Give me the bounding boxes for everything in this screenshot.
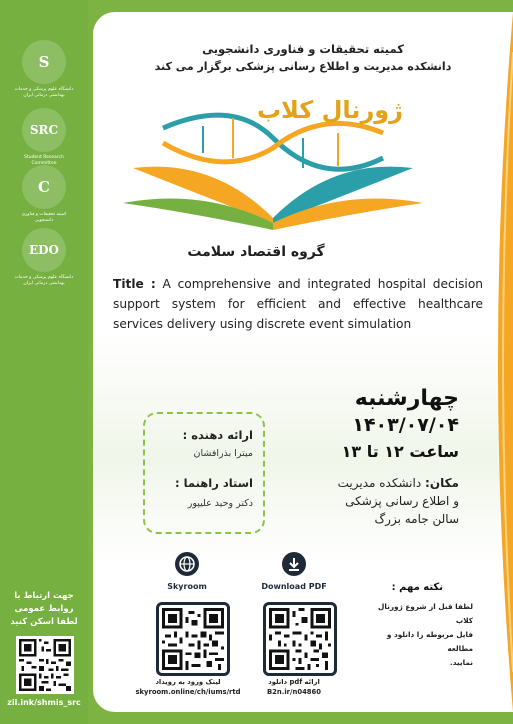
- contact-qr-code[interactable]: [16, 636, 74, 694]
- src-logo: [14, 108, 74, 167]
- orange-border-decoration: [483, 12, 513, 712]
- skyroom-caption: [133, 677, 243, 697]
- journal-club-title: ژورنال کلاب: [256, 96, 403, 124]
- caption-line: دانلود pdf ارائه: [268, 678, 320, 686]
- logo-caption: دانشگاه علوم پزشکی و خدمات بهداشتی درمانی ایران: [14, 87, 74, 98]
- download-link[interactable]: B2n.ir/n04860: [267, 688, 321, 696]
- supervisor-label: استاد راهنما :: [174, 476, 253, 490]
- place-line: دانشکده مدیریت: [337, 476, 422, 490]
- download-label[interactable]: Download PDF: [261, 582, 327, 591]
- skyroom-label: Skyroom: [167, 582, 207, 591]
- title-label: Title :: [113, 277, 156, 291]
- title-body: A comprehensive and integrated hospital decision support system for efficient and effective healthcare services delivery using discrete event simulation: [113, 277, 483, 331]
- note-line: فایل مربوطه را دانلود و مطالعه: [386, 630, 473, 653]
- presentation-title: [113, 274, 483, 334]
- event-date: ۱۴۰۳/۰۷/۰۴: [352, 414, 459, 436]
- place-line: و اطلاع رسانی پزشکی: [345, 494, 459, 508]
- health-leaf-icon: S: [22, 40, 66, 84]
- presenter-box: [143, 412, 265, 534]
- poster-card: [93, 12, 513, 712]
- globe-icon: [175, 552, 199, 576]
- logo-caption: کمیته تحقیقات و فناوری دانشجویی: [21, 212, 67, 223]
- caption-line: لینک ورود به رویداد: [155, 678, 221, 686]
- logo-caption: دانشگاه علوم پزشکی و خدمات بهداشتی درمانی ایران: [14, 275, 74, 286]
- health-leaf-logo: [14, 40, 74, 99]
- sidebar: [0, 0, 88, 724]
- event-day: چهارشنبه: [354, 386, 459, 411]
- group-title: گروه اقتصاد سلامت: [187, 244, 325, 260]
- place-line: سالن جامه بزرگ: [374, 512, 459, 526]
- organizer-heading: کمیته تحقیقات و فناوری دانشجویی: [202, 42, 404, 56]
- logo-caption: Student Research Committee: [24, 155, 64, 166]
- presenter-label: ارائه دهنده :: [182, 428, 253, 442]
- src-dna-icon: SRC: [22, 108, 66, 152]
- contact-line: جهت ارتباط با: [14, 591, 74, 601]
- download-caption: [239, 677, 349, 697]
- contact-line: لطفا اسکن کنید: [10, 617, 78, 627]
- student-committee-logo: [14, 165, 74, 224]
- organizer-subheading: دانشکده مدیریت و اطلاع رسانی پزشکی برگزار می کند: [154, 60, 452, 73]
- note-title: نکته مهم :: [391, 582, 443, 593]
- student-committee-icon: C: [22, 165, 66, 209]
- supervisor-name: دکتر وحید علیپور: [187, 498, 253, 509]
- download-icon: [282, 552, 306, 576]
- event-time: ساعت ۱۲ تا ۱۳: [341, 442, 459, 461]
- contact-line: روابط عمومی: [14, 604, 74, 614]
- note-text: [373, 600, 473, 670]
- download-qr-code[interactable]: [263, 602, 337, 676]
- edo-logo: [14, 228, 74, 287]
- skyroom-qr-code[interactable]: [156, 602, 230, 676]
- contact-link[interactable]: zil.ink/shmis_src: [7, 698, 81, 707]
- contact-instructions: [4, 590, 84, 629]
- edo-icon: EDO: [22, 228, 66, 272]
- note-line: لطفا قبل از شروع ژورنال کلاب: [378, 602, 473, 625]
- note-line: نمایید.: [449, 658, 473, 667]
- event-place: [279, 474, 459, 528]
- skyroom-link[interactable]: skyroom.online/ch/iums/rtd: [135, 688, 241, 696]
- place-label: مکان:: [425, 476, 459, 490]
- presenter-name: میترا بذرافشان: [193, 448, 253, 459]
